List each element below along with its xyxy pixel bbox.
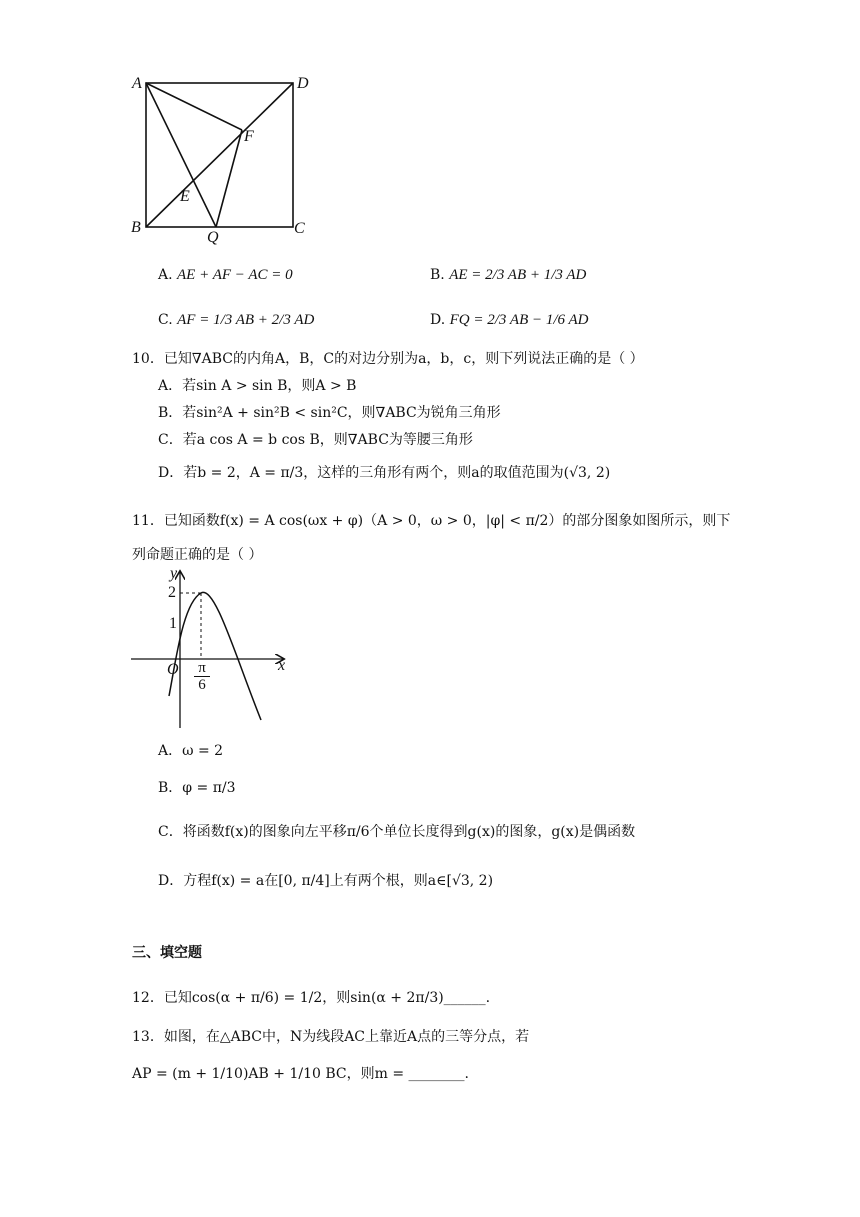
option-text: φ = π/3: [182, 780, 236, 796]
option-text: AE = 2/3 AB + 1/3 AD: [449, 267, 587, 283]
q13-line1: 13．如图，在△ABC中，N为线段AC上靠近A点的三等分点，若: [132, 1029, 530, 1045]
q11-option-b: [158, 777, 236, 797]
q11-stem-line2: 列命题正确的是（ ）: [132, 547, 263, 563]
q11-option-c: [158, 821, 635, 841]
label-A: A: [132, 75, 142, 92]
q11-stem-line1: 11．已知函数f(x) = A cos(ωx + φ)（A > 0，ω > 0，|φ| < π/2）的部分图象如图所示，则下: [132, 513, 731, 529]
option-text: AE + AF − AC = 0: [177, 267, 293, 283]
graph-tick-2: 2: [168, 584, 176, 601]
option-key: B．: [158, 780, 183, 796]
option-key: B．: [158, 405, 183, 421]
option-text: 若a cos A = b cos B，则∇ABC为等腰三角形: [182, 432, 473, 448]
option-text: AF = 1/3 AB + 2/3 AD: [177, 312, 315, 328]
option-text: 若b = 2，A = π/3，这样的三角形有两个，则a的取值范围为(√3, 2): [183, 465, 611, 481]
option-key: D．: [158, 465, 184, 481]
q10-option-d: [158, 462, 610, 482]
option-key: B.: [430, 267, 445, 283]
option-text: ω = 2: [182, 743, 224, 759]
q9-option-c: [158, 312, 314, 329]
label-E: E: [180, 188, 190, 205]
option-text: 若sin A > sin B，则A > B: [182, 378, 357, 394]
q11-option-a: [158, 740, 223, 760]
q13-line2: AP = (m + 1/10)AB + 1/10 BC，则m = ________.: [132, 1066, 469, 1082]
q9-option-d: [430, 312, 589, 329]
option-text: FQ = 2/3 AB − 1/6 AD: [449, 312, 589, 328]
option-key: C.: [158, 312, 173, 328]
option-key: A.: [158, 267, 173, 283]
label-Q: Q: [207, 229, 219, 246]
q11-option-d: [158, 870, 493, 890]
section-title: 三、填空题: [132, 945, 202, 961]
option-key: C．: [158, 432, 183, 448]
graph-y-label: y: [170, 565, 178, 582]
tick-numerator: π: [194, 660, 210, 677]
option-text: 方程f(x) = a在[0, π/4]上有两个根，则a∈[√3, 2): [183, 873, 494, 889]
q9-option-b: [430, 267, 586, 284]
option-key: D．: [158, 873, 184, 889]
label-C: C: [294, 220, 305, 237]
label-B: B: [131, 219, 141, 236]
graph-tick-pi-over-6: [194, 660, 210, 693]
q10-stem: 10．已知∇ABC的内角A，B，C的对边分别为a，b，c，则下列说法正确的是（ ）: [132, 351, 644, 367]
cosine-graph: [125, 560, 295, 735]
q9-option-a: [158, 267, 293, 284]
option-text: 若sin²A + sin²B < sin²C，则∇ABC为锐角三角形: [182, 405, 501, 421]
graph-x-label: x: [278, 657, 286, 674]
graph-origin-label: O: [167, 661, 179, 678]
option-key: D.: [430, 312, 446, 328]
option-key: C．: [158, 824, 183, 840]
label-F: F: [244, 128, 254, 145]
option-key: A．: [158, 378, 183, 394]
option-key: A．: [158, 743, 183, 759]
q10-option-b: [158, 402, 501, 422]
label-D: D: [297, 75, 309, 92]
tick-denominator: 6: [198, 677, 206, 693]
graph-tick-1: 1: [169, 615, 177, 632]
option-text: 将函数f(x)的图象向左平移π/6个单位长度得到g(x)的图象，g(x)是偶函数: [182, 824, 636, 840]
q12-text: 12．已知cos(α + π/6) = 1/2，则sin(α + 2π/3)______.: [132, 990, 491, 1006]
q10-option-c: [158, 429, 473, 449]
q10-option-a: [158, 375, 356, 395]
